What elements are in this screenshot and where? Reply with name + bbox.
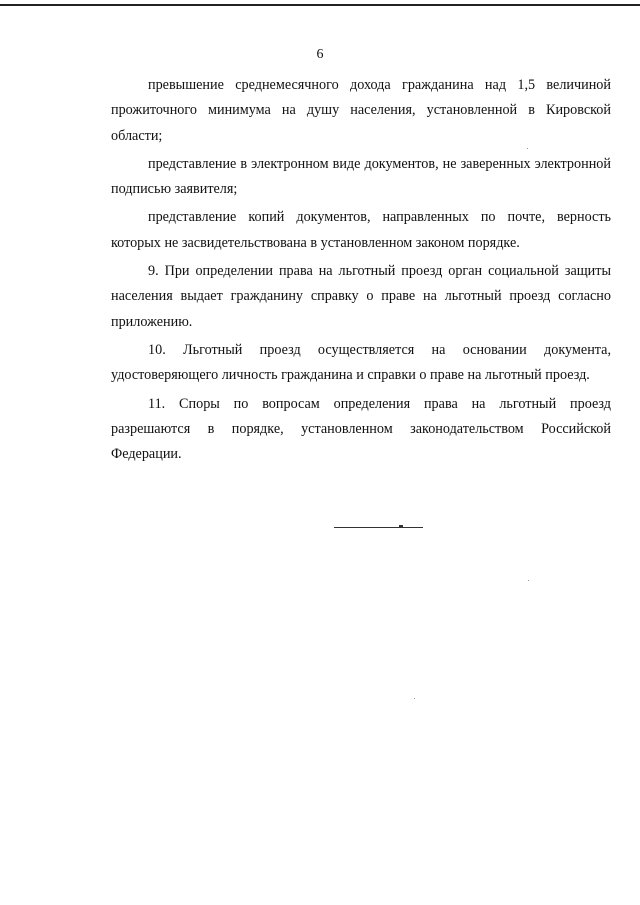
top-border-line	[0, 4, 640, 6]
paragraph-item-10: 10. Льготный проезд осуществляется на основании документа, удостоверяющего личность гражданина и справки о праве на льготный проезд.	[111, 341, 611, 384]
end-of-document-line	[334, 527, 423, 528]
scan-speck	[527, 148, 528, 149]
end-line-mark	[399, 525, 403, 528]
paragraph-income-excess: превышение среднемесячного дохода гражданина над 1,5 величиной прожиточного минимума на душу населения, установленной в Кировской области;	[111, 77, 611, 144]
paragraph-uncertified-copies: представление копий документов, направленных по почте, верность которых не засвидетельствована в установленном законом порядке.	[111, 209, 611, 251]
scan-speck	[414, 698, 415, 699]
page-number: 6	[316, 47, 324, 62]
document-body	[111, 73, 611, 470]
scan-speck	[528, 580, 529, 581]
paragraph-item-9: 9. При определении права на льготный проезд орган социальной защиты населения выдает гражданину справку о праве на льготный проезд согласно приложению.	[111, 263, 611, 330]
paragraph-unsigned-electronic-docs: представление в электронном виде документов, не заверенных электронной подписью заявителя;	[111, 155, 611, 198]
paragraph-item-11: 11. Споры по вопросам определения права на льготный проезд разрешаются в порядке, установленном законодательством Российской Федерации.	[111, 395, 611, 463]
